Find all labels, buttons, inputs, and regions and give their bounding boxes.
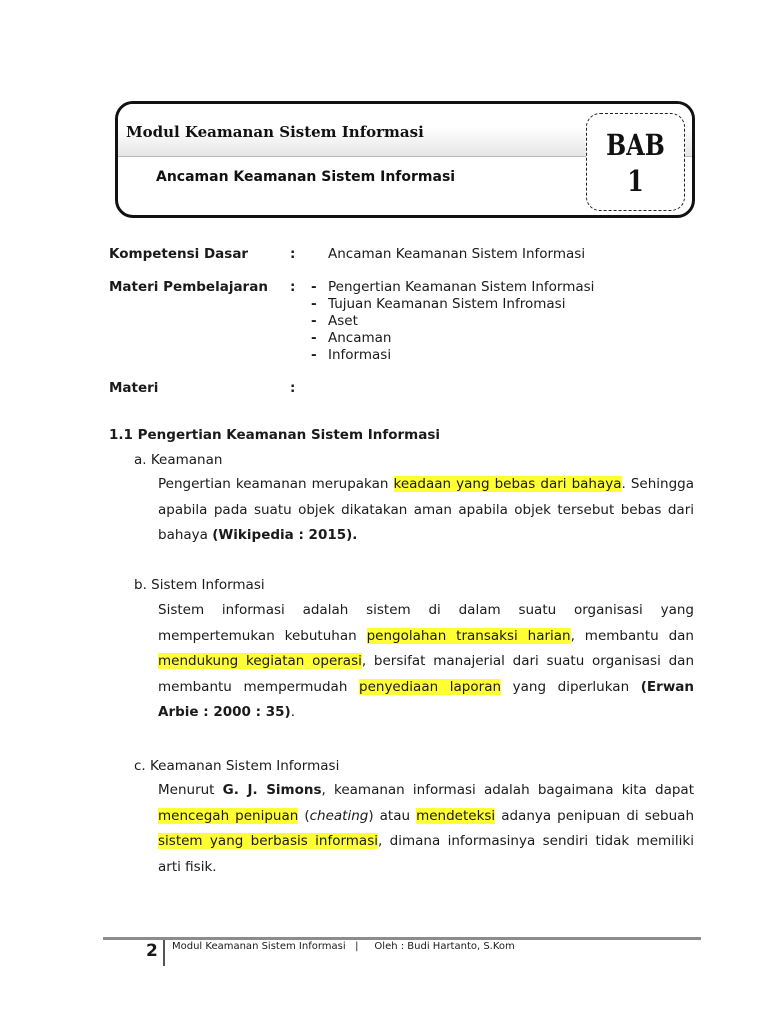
highlighted-text: mendukung kegiatan operasi	[158, 653, 362, 669]
text: (	[298, 807, 310, 824]
highlighted-text: mencegah penipuan	[158, 807, 299, 824]
text: Sistem informasi adalah sistem di dalam suatu organisasi yang mempertemukan kebutuhan	[158, 602, 694, 644]
citation: (Erwan Arbie : 2000 : 35)	[158, 678, 695, 720]
footer-divider	[163, 940, 165, 966]
paragraph-keamanan	[158, 472, 694, 549]
colon: :	[290, 380, 296, 396]
dash: -	[311, 279, 317, 295]
colon: :	[290, 246, 296, 262]
highlighted-text: pengolahan transaksi harian	[366, 627, 571, 644]
subsection-label-b: b. Sistem Informasi	[134, 577, 265, 593]
materi-label: Materi	[109, 380, 159, 396]
bab-badge	[586, 113, 685, 211]
section-title: 1.1 Pengertian Keamanan Sistem Informasi	[109, 427, 440, 443]
highlighted-text: sistem yang berbasis informasi	[158, 833, 378, 849]
italic-text: cheating	[309, 807, 369, 824]
list-item-text: Aset	[328, 313, 358, 329]
text: adanya penipuan di sebuah	[495, 807, 694, 824]
bab-word: BAB	[606, 128, 665, 162]
dash: -	[311, 296, 317, 312]
text: Menurut	[158, 782, 223, 798]
chapter-header-box	[115, 101, 695, 218]
text: , keamanan informasi adalah bagaimana kita dapat	[321, 782, 694, 798]
bab-number: 1	[627, 164, 644, 198]
dash: -	[311, 330, 317, 346]
page-number: 2	[146, 941, 158, 961]
footer-rule	[103, 937, 701, 940]
materi-pembelajaran-label: Materi Pembelajaran	[109, 279, 268, 295]
highlighted-text: keadaan yang bebas dari bahaya	[393, 476, 622, 492]
subsection-label-c: c. Keamanan Sistem Informasi	[134, 758, 340, 774]
dash: -	[311, 313, 317, 329]
module-title: Modul Keamanan Sistem Informasi	[126, 123, 424, 141]
list-item-text: Tujuan Keamanan Sistem Infromasi	[328, 296, 566, 312]
highlighted-text: mendeteksi	[416, 807, 496, 824]
citation: (Wikipedia : 2015).	[212, 527, 358, 543]
dash: -	[311, 347, 317, 363]
text: , bersifat manajerial dari suatu organisasi dan membantu mempermudah	[158, 653, 695, 695]
kompetensi-value: Ancaman Keamanan Sistem Informasi	[328, 246, 586, 262]
text: .	[290, 704, 295, 720]
paragraph-sistem-informasi	[158, 598, 694, 726]
paragraph-keamanan-sistem-informasi	[158, 778, 694, 880]
text: . Sehingga apabila pada suatu objek dikatakan aman apabila objek tersebut bebas dari bahaya	[158, 476, 695, 543]
chapter-title: Ancaman Keamanan Sistem Informasi	[156, 169, 456, 185]
text: , dimana informasinya sendiri tidak memiliki arti fisik.	[158, 833, 694, 875]
subsection-label-a: a. Keamanan	[134, 452, 223, 468]
text: Pengertian keamanan merupakan	[158, 476, 394, 492]
highlighted-text: penyediaan laporan	[359, 678, 502, 695]
author-name: G. J. Simons	[222, 782, 322, 798]
text: , membantu dan	[570, 627, 694, 644]
list-item-text: Pengertian Keamanan Sistem Informasi	[328, 279, 595, 295]
text: yang diperlukan	[501, 678, 641, 695]
list-item-text: Ancaman	[328, 330, 392, 346]
list-item-text: Informasi	[328, 347, 392, 363]
kompetensi-label: Kompetensi Dasar	[109, 246, 249, 262]
colon: :	[290, 279, 296, 295]
text: ) atau	[368, 807, 417, 824]
footer-text: Modul Keamanan Sistem Informasi | Oleh : Budi Hartanto, S.Kom	[172, 941, 515, 952]
